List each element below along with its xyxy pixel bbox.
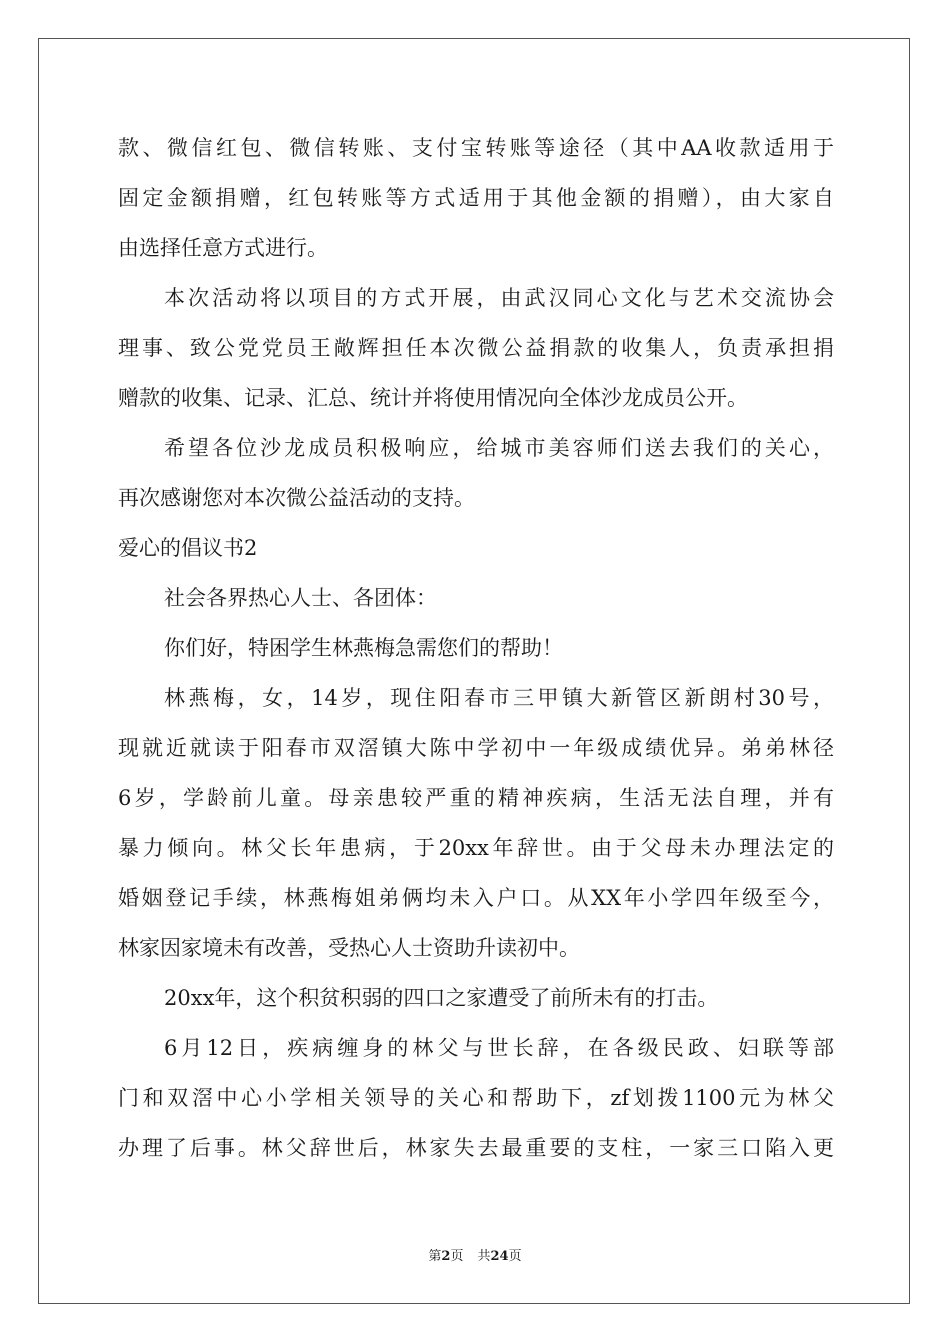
text-line: 暴力倾向。林父长年患病，于20xx年辞世。由于父母未办理法定的 bbox=[118, 836, 834, 860]
salutation: 社会各界热心人士、各团体： bbox=[164, 586, 437, 610]
paragraph-first-line: 6月12日，疾病缠身的林父与世长辞，在各级民政、妇联等部 bbox=[164, 1036, 834, 1060]
total-page-number: 24 bbox=[490, 1249, 509, 1264]
total-prefix: 共 bbox=[477, 1249, 491, 1264]
text-line: 款、微信红包、微信转账、支付宝转账等途径（其中AA收款适用于 bbox=[118, 136, 834, 160]
page-unit: 页 bbox=[450, 1249, 464, 1264]
text-line: 婚姻登记手续，林燕梅姐弟俩均未入户口。从XX年小学四年级至今， bbox=[118, 886, 834, 910]
document-body bbox=[118, 128, 834, 1178]
total-unit: 页 bbox=[508, 1249, 522, 1264]
paragraph-first-line: 希望各位沙龙成员积极响应，给城市美容师们送去我们的关心， bbox=[164, 436, 834, 460]
text-line: 6岁，学龄前儿童。母亲患较严重的精神疾病，生活无法自理，并有 bbox=[118, 786, 834, 810]
greeting: 你们好，特困学生林燕梅急需您们的帮助！ bbox=[164, 636, 563, 660]
text-line: 办理了后事。林父辞世后，林家失去最重要的支柱，一家三口陷入更 bbox=[118, 1136, 834, 1160]
text-line: 再次感谢您对本次微公益活动的支持。 bbox=[118, 486, 475, 510]
text-line: 由选择任意方式进行。 bbox=[118, 236, 328, 260]
text-line: 赠款的收集、记录、汇总、统计并将使用情况向全体沙龙成员公开。 bbox=[118, 386, 748, 410]
page-footer bbox=[0, 1245, 950, 1264]
page-prefix: 第 bbox=[428, 1249, 442, 1264]
paragraph-first-line: 20xx年，这个积贫积弱的四口之家遭受了前所未有的打击。 bbox=[164, 986, 719, 1010]
text-line: 理事、致公党党员王敞辉担任本次微公益捐款的收集人，负责承担捐 bbox=[118, 336, 834, 360]
text-line: 固定金额捐赠，红包转账等方式适用于其他金额的捐赠），由大家自 bbox=[118, 186, 834, 210]
paragraph-first-line: 本次活动将以项目的方式开展，由武汉同心文化与艺术交流协会 bbox=[164, 286, 834, 310]
text-line: 林家因家境未有改善，受热心人士资助升读初中。 bbox=[118, 936, 580, 960]
text-line: 现就近就读于阳春市双滘镇大陈中学初中一年级成绩优异。弟弟林径 bbox=[118, 736, 834, 760]
section-title: 爱心的倡议书2 bbox=[118, 536, 258, 560]
paragraph-first-line: 林燕梅，女，14岁，现住阳春市三甲镇大新管区新朗村30号， bbox=[164, 686, 834, 710]
current-page-number: 2 bbox=[441, 1249, 451, 1264]
text-line: 门和双滘中心小学相关领导的关心和帮助下，zf划拨1100元为林父 bbox=[118, 1086, 834, 1110]
